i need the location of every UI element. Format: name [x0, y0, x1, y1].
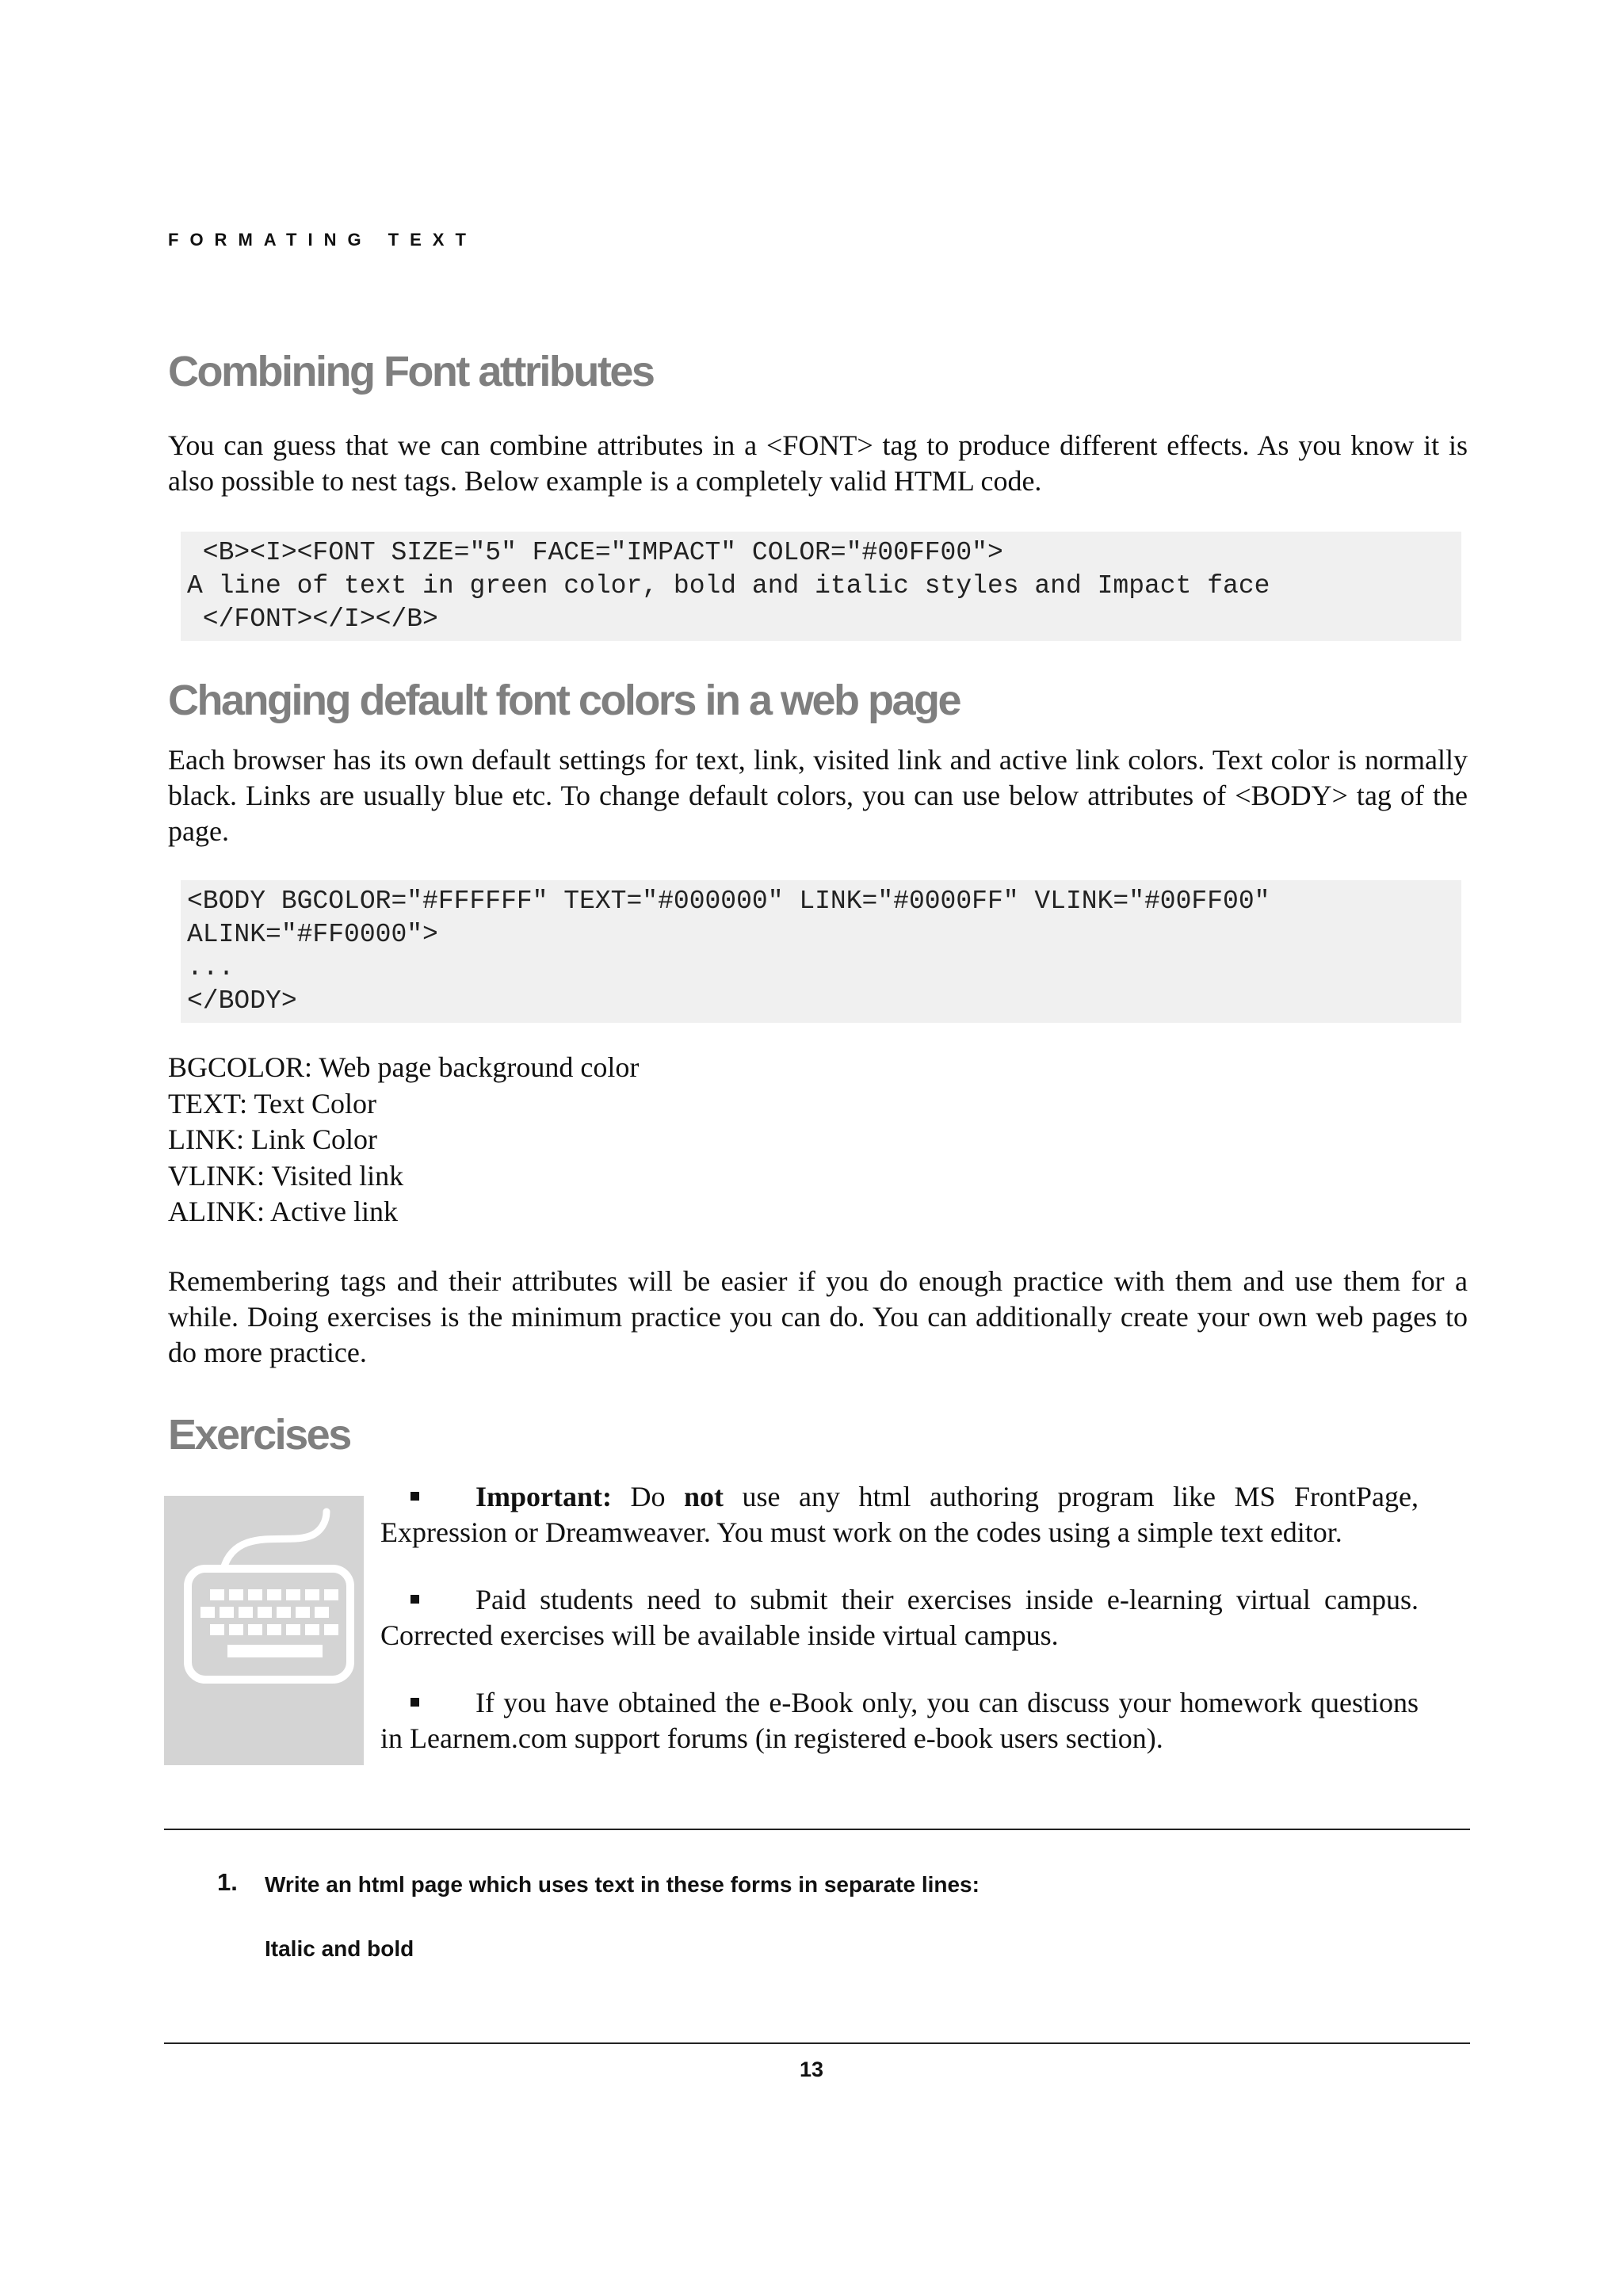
code-block-body-tag: <BODY BGCOLOR="#FFFFFF" TEXT="#000000" LINK="#0000FF" VLINK="#00FF00" ALINK="#FF0000"> ... </BODY>	[181, 880, 1461, 1023]
exercise-subitem: Italic and bold	[265, 1936, 414, 1961]
paragraph-default-colors: Each browser has its own default settings for text, link, visited link and active link colors. Text color is normally black. Links are usually blue etc. To change default colors, you can use below attributes of <BODY> tag of the page.	[168, 744, 1468, 847]
running-header: FORMATING TEXT	[168, 230, 477, 250]
section-heading-exercises: Exercises	[168, 1411, 350, 1459]
definition-link: LINK: Link Color	[168, 1123, 377, 1155]
note-ebook-only: If you have obtained the e-Book only, you can discuss your homework questions in Learnem.com support forums (in registered e-book users section).	[380, 1687, 1419, 1754]
divider-bottom	[164, 2042, 1470, 2044]
section-heading-combining-font: Combining Font attributes	[168, 348, 654, 395]
exercise-notes	[380, 1479, 1419, 1788]
code-block-font-example: <B><I><FONT SIZE="5" FACE="IMPACT" COLOR="#00FF00"> A line of text in green color, bold and italic styles and Impact face </FONT></I></B>	[181, 532, 1461, 641]
bullet-square-icon	[411, 1595, 419, 1604]
paragraph-practice: Remembering tags and their attributes will be easier if you do enough practice with them and use them for a while. Doing exercises is the minimum practice you can do. You can additionally create your own web pages to do more practice.	[168, 1265, 1468, 1368]
definition-alink: ALINK: Active link	[168, 1196, 398, 1227]
section-heading-default-colors: Changing default font colors in a web page	[168, 677, 960, 724]
definition-vlink: VLINK: Visited link	[168, 1159, 404, 1192]
definition-bgcolor: BGCOLOR: Web page background color	[168, 1051, 640, 1083]
exercise-text: Write an html page which uses text in these forms in separate lines:	[265, 1872, 980, 1897]
paragraph-combining-intro: You can guess that we can combine attributes in a <FONT> tag to produce different effects. As you know it is also possible to nest tags. Below example is a completely valid HTML code.	[168, 429, 1468, 497]
bullet-square-icon	[411, 1698, 419, 1707]
bullet-square-icon	[411, 1492, 419, 1501]
keyboard-icon	[164, 1496, 364, 1765]
page-number: 13	[799, 2058, 824, 2081]
attribute-definitions	[168, 1050, 639, 1230]
exercise-number: 1.	[217, 1868, 238, 1896]
divider-top	[164, 1829, 1470, 1830]
definition-text: TEXT: Text Color	[168, 1087, 376, 1119]
note-important: Important: Do not use any html authoring program like MS FrontPage, Expression or Dreamweaver. You must work on the codes using a simple text editor.	[380, 1481, 1419, 1548]
note-paid-students: Paid students need to submit their exercises inside e-learning virtual campus. Corrected exercises will be available inside virtual campus.	[380, 1584, 1419, 1651]
